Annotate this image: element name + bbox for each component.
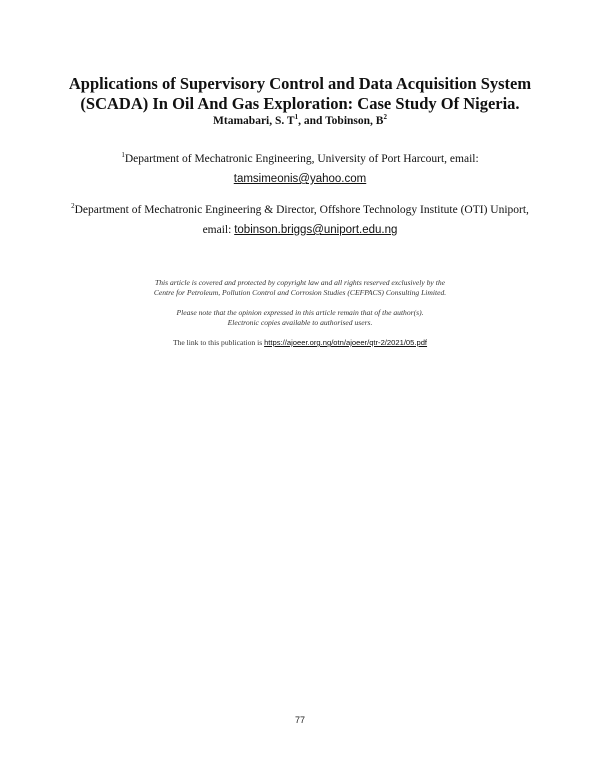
affiliation-1-email-line: [30, 172, 570, 186]
affiliation-2-email-line: [30, 223, 570, 237]
publication-url-link[interactable]: https://ajoeer.org.ng/otn/ajoeer/qtr-2/2021/05.pdf: [264, 338, 428, 347]
paper-title-line-1: Applications of Supervisory Control and Data Acquisition System: [68, 74, 532, 93]
publication-link-prefix: The link to this publication is: [172, 338, 265, 347]
author-separator: , and Tobinson, B: [298, 115, 384, 127]
opinion-notice-line-2: Electronic copies available to authorised users.: [227, 318, 373, 327]
affiliation-2-email-link[interactable]: tobinson.briggs@uniport.edu.ng: [234, 224, 398, 236]
affiliation-2-email-prefix: email:: [202, 224, 235, 236]
copyright-notice-line-1: This article is covered and protected by copyright law and all rights reserved exclusively by the: [155, 278, 445, 287]
opinion-notice-line-1: Please note that the opinion expressed in this article remain that of the author(s).: [176, 308, 424, 317]
page-number: 77: [294, 715, 305, 725]
affiliation-2: [30, 203, 570, 217]
affiliation-2-text: Department of Mechatronic Engineering & Director, Offshore Technology Institute (OTI) Uniport,: [74, 204, 529, 216]
author-1-name: Mtamabari, S. T: [213, 115, 295, 127]
affiliation-1-email-link[interactable]: tamsimeonis@yahoo.com: [233, 173, 367, 185]
affiliation-1: [30, 152, 570, 166]
author-1-superscript: 1: [294, 113, 299, 122]
author-line: [40, 114, 560, 128]
paper-title-line-2: (SCADA) In Oil And Gas Exploration: Case Study Of Nigeria.: [80, 94, 520, 113]
affiliation-2-superscript: 2: [71, 202, 75, 211]
author-2-superscript: 2: [383, 113, 387, 122]
affiliation-1-text: Department of Mechatronic Engineering, University of Port Harcourt, email:: [124, 153, 479, 165]
copyright-notice-line-2: Centre for Petroleum, Pollution Control and Corrosion Studies (CEFPACS) Consulting Limited.: [153, 288, 447, 297]
affiliation-1-superscript: 1: [121, 151, 125, 160]
publication-link-line: [60, 338, 540, 348]
